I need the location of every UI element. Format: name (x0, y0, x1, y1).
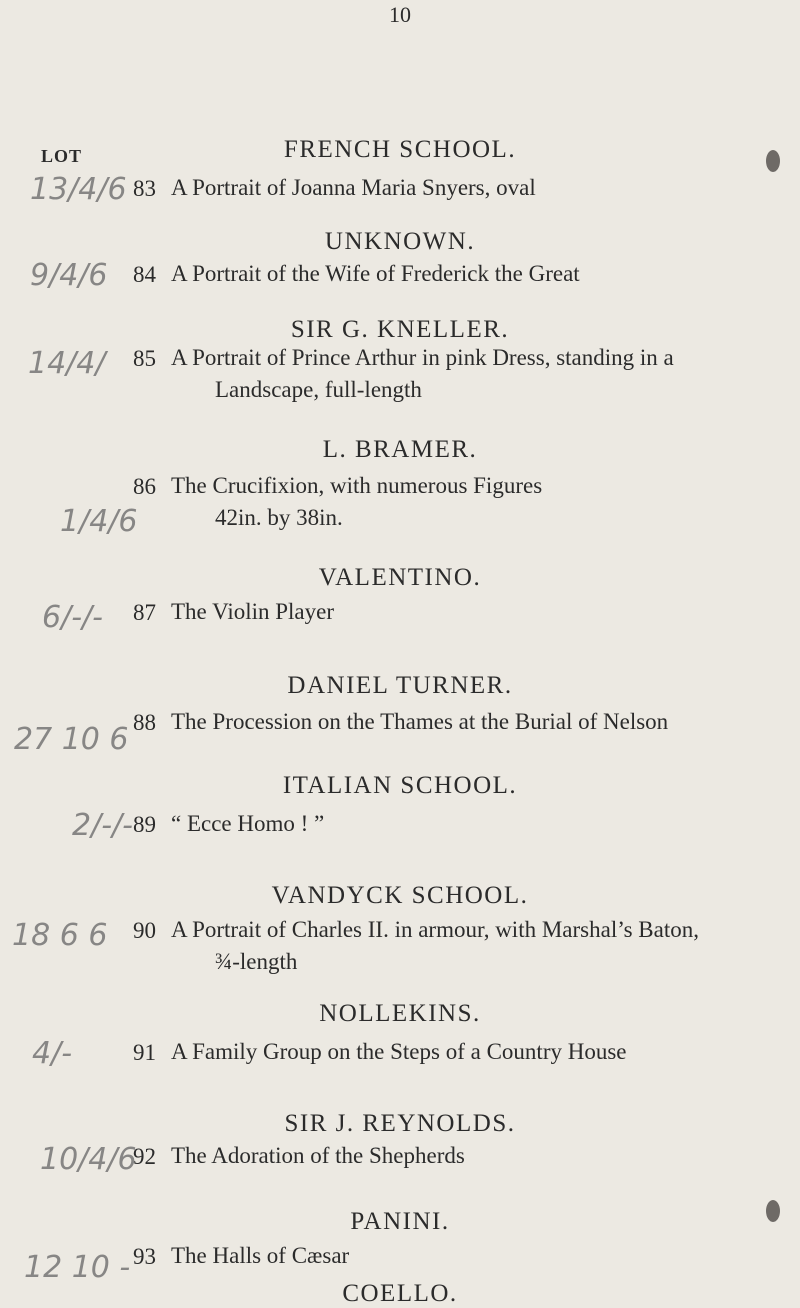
pencil-price: 12 10 - (24, 1250, 131, 1285)
school-heading: FRENCH SCHOOL. (283, 136, 517, 163)
school-heading: NOLLEKINS. (319, 1000, 481, 1027)
description-line: A Portrait of Charles II. in armour, with Marshal’s Baton, (171, 917, 699, 942)
school-heading: DANIEL TURNER. (287, 672, 513, 699)
description-continuation: Landscape, full-length (215, 377, 422, 402)
description-line: “ Ecce Homo ! ” (171, 811, 325, 836)
pencil-price: 10/4/6 (40, 1142, 137, 1177)
school-heading: UNKNOWN. (324, 228, 476, 255)
pencil-price: 13/4/6 (30, 172, 127, 207)
lot-number: 92 (133, 1144, 156, 1169)
lot-description (171, 258, 761, 290)
lot-description (171, 470, 761, 534)
lot-number: 88 (133, 710, 156, 735)
description-line: The Violin Player (171, 599, 334, 624)
lot-number: 89 (133, 812, 156, 837)
school-heading: PANINI. (350, 1208, 450, 1235)
description-line: A Family Group on the Steps of a Country House (171, 1039, 627, 1064)
lot-column-header: LOT (41, 146, 83, 166)
lot-description (171, 342, 761, 406)
page-number: 10 (389, 2, 411, 27)
lot-description (171, 1240, 761, 1272)
lot-description (171, 914, 761, 978)
description-line: A Portrait of Prince Arthur in pink Dress, standing in a (171, 345, 674, 370)
lot-number: 83 (133, 176, 156, 201)
school-heading: VALENTINO. (318, 564, 482, 591)
pencil-price: 6/-/- (42, 600, 103, 635)
description-continuation: ¾-length (215, 949, 298, 974)
pencil-price: 4/- (32, 1036, 73, 1071)
description-line: A Portrait of the Wife of Frederick the Great (171, 261, 580, 286)
school-heading: VANDYCK SCHOOL. (271, 882, 529, 909)
lot-number: 90 (133, 918, 156, 943)
school-heading: SIR J. REYNOLDS. (284, 1110, 516, 1137)
pencil-price: 1/4/6 (60, 504, 138, 539)
lot-number: 91 (133, 1040, 156, 1065)
lot-number: 84 (133, 262, 156, 287)
pencil-price: 27 10 6 (14, 722, 129, 757)
lot-description (171, 808, 761, 840)
description-line: The Adoration of the Shepherds (171, 1143, 465, 1168)
lot-description (171, 706, 761, 738)
description-line: The Procession on the Thames at the Burial of Nelson (171, 709, 669, 734)
pencil-price: 9/4/6 (30, 258, 108, 293)
description-line: The Halls of Cæsar (171, 1243, 350, 1268)
lot-description (171, 1036, 761, 1068)
lot-description (171, 596, 761, 628)
lot-description (171, 1140, 761, 1172)
description-line: A Portrait of Joanna Maria Snyers, oval (171, 175, 536, 200)
lot-description (171, 172, 761, 204)
pencil-price: 18 6 6 (12, 918, 108, 953)
description-line: The Crucifixion, with numerous Figures (171, 473, 543, 498)
pencil-price: 14/4/ (28, 346, 106, 381)
school-heading: ITALIAN SCHOOL. (282, 772, 518, 799)
lot-number: 93 (133, 1244, 156, 1269)
lot-number: 87 (133, 600, 156, 625)
school-heading: COELLO. (342, 1280, 458, 1307)
school-heading: SIR G. KNELLER. (290, 316, 510, 343)
school-heading: L. BRAMER. (322, 436, 478, 463)
pencil-price: 2/-/- (72, 808, 133, 843)
description-continuation: 42in. by 38in. (215, 505, 343, 530)
lot-number: 86 (133, 474, 156, 499)
lot-number: 85 (133, 346, 156, 371)
